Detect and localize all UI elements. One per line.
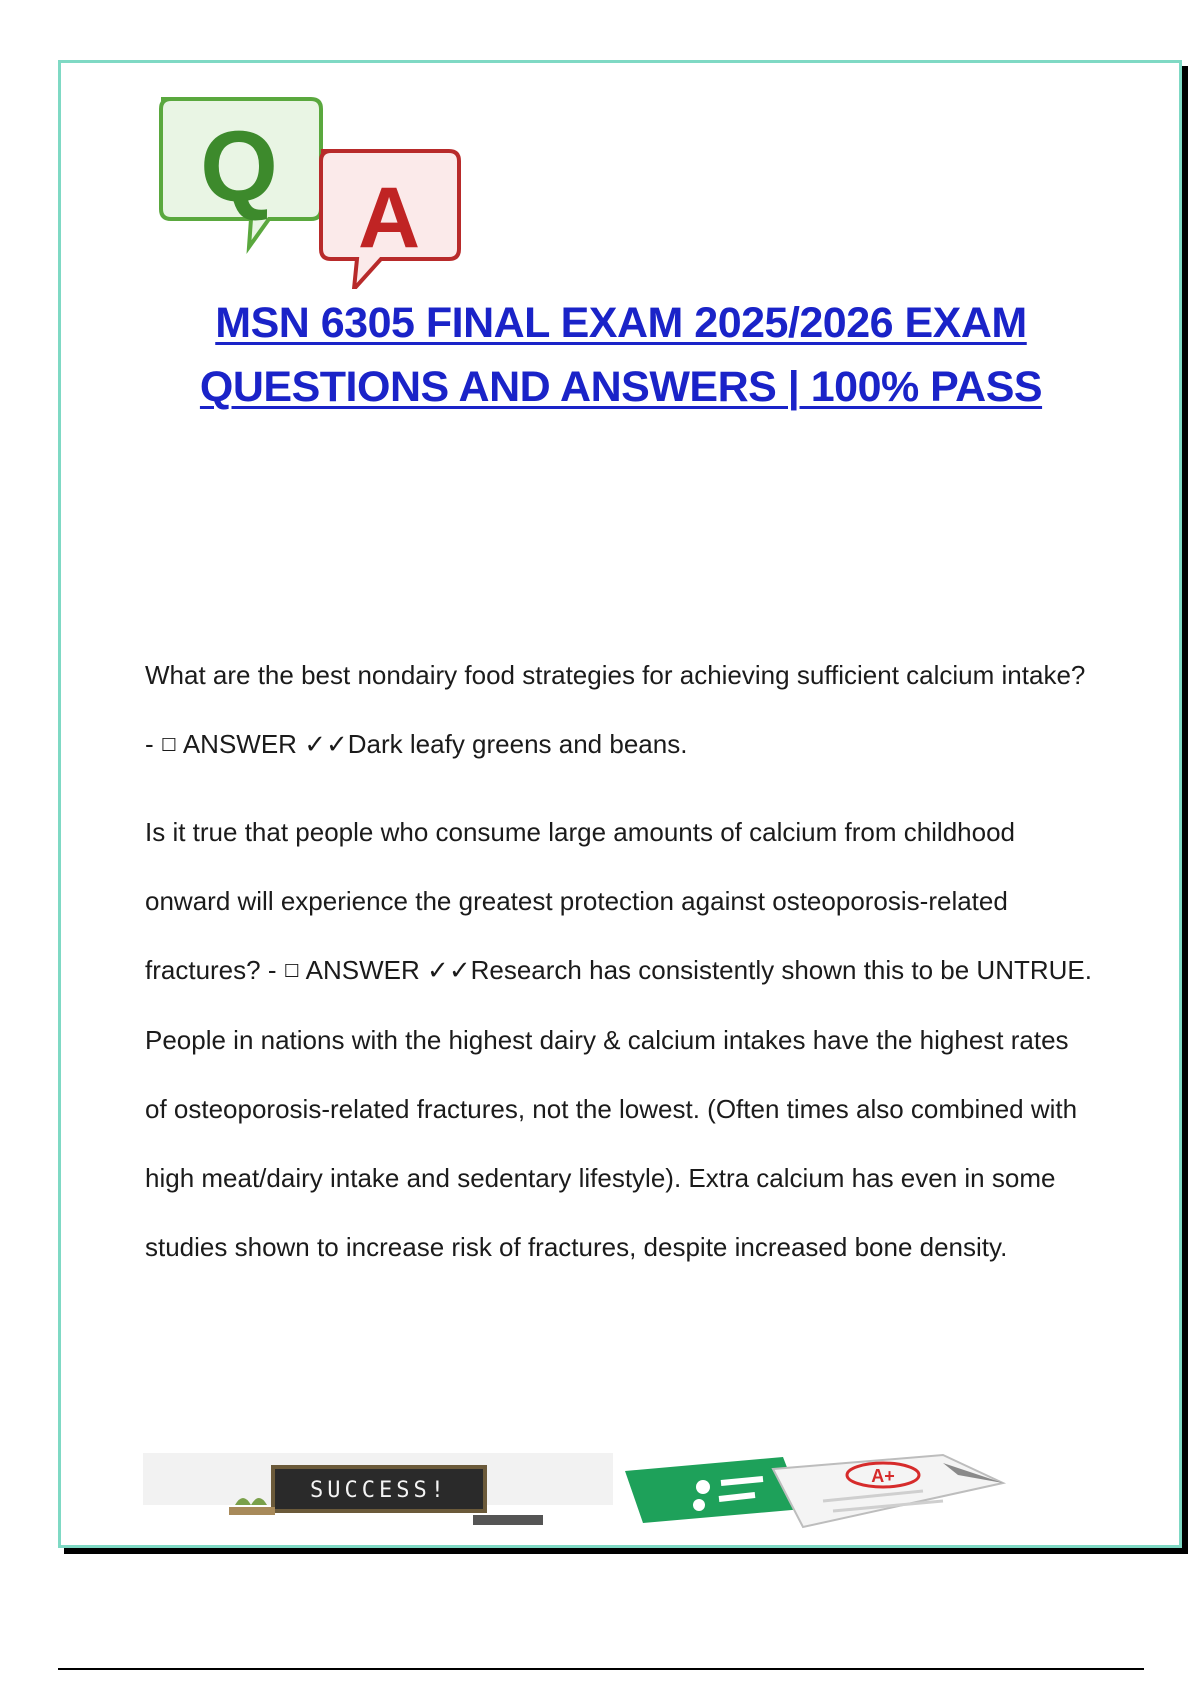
grade-text: A+	[871, 1466, 895, 1486]
qa-list	[145, 641, 1095, 1300]
success-sign-text: SUCCESS!	[310, 1478, 448, 1503]
question-text: What are the best nondairy food strategies for achieving sufficient calcium intake? -	[145, 660, 1086, 759]
qa-item	[145, 798, 1095, 1282]
answer-arrow-icon: ☐	[160, 735, 178, 756]
checkmark-icon: ✓✓	[427, 956, 471, 986]
qa-item	[145, 641, 1095, 780]
qa-logo	[149, 89, 489, 289]
answer-arrow-icon: ☐	[283, 961, 300, 982]
bottom-rule	[58, 1668, 1144, 1670]
answer-text: Dark leafy greens and beans.	[347, 729, 688, 759]
answer-text: Research has consistently shown this to be UNTRUE. People in nations with the highest dairy & calcium intakes have the highest rates of osteoporosis-related fractures, not the lowest. (Often times also combined with high meat/dairy intake and sedentary lifestyle). Extra calcium has even in some studies shown to increase risk of fractures, despite increased bone density.	[145, 955, 1092, 1262]
document-title[interactable]: MSN 6305 FINAL EXAM 2025/2026 EXAM QUESTIONS AND ANSWERS | 100% PASS	[199, 299, 1043, 411]
checkmark-icon: ✓✓	[304, 730, 348, 760]
answer-marker: ANSWER	[182, 729, 297, 759]
page-frame	[58, 60, 1182, 1548]
question-text: Is it true that people who consume large amounts of calcium from childhood onward will experience the greatest protection against osteoporosis-related fractures? -	[145, 817, 1016, 985]
q-letter: Q	[200, 111, 278, 223]
a-letter: A	[357, 170, 421, 266]
graded-paper-graphic	[625, 1455, 1003, 1527]
answer-marker: ANSWER	[305, 955, 420, 985]
footer-banner	[143, 1453, 1113, 1533]
success-photo	[143, 1453, 613, 1531]
